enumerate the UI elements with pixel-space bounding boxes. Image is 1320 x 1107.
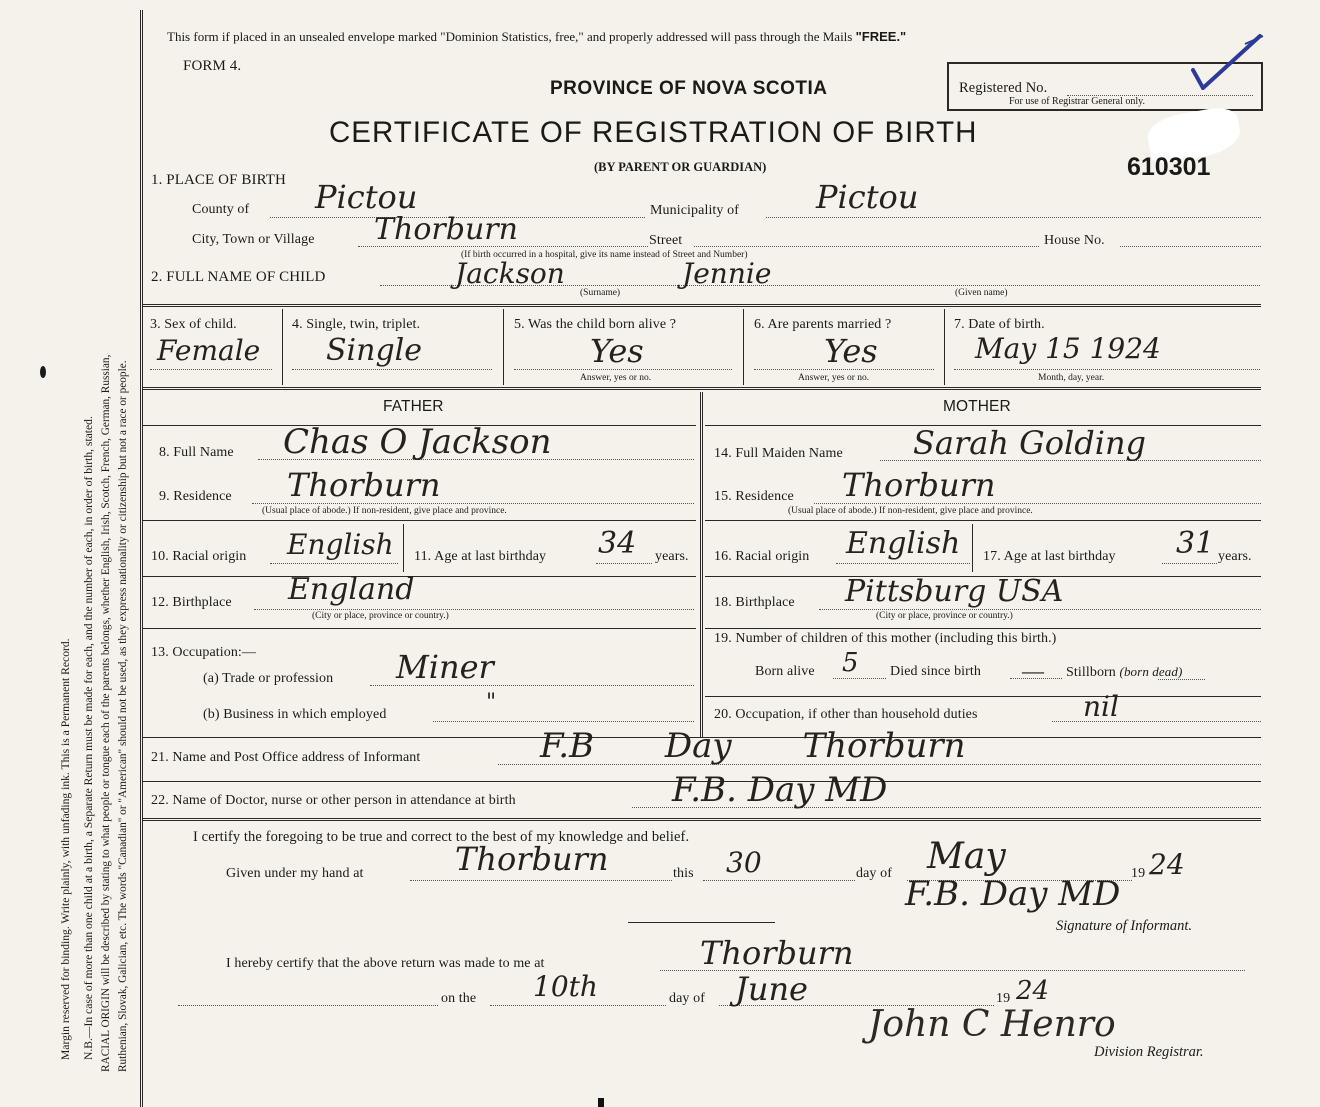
margin-notice-multiple-births: N.B.—In case of more than one child at a birth, a Separate Return must be made for each, and the number of each, in order of birth, stated. — [82, 416, 95, 1060]
certificate-subtitle: (BY PARENT OR GUARDIAN) — [594, 160, 767, 174]
father-business-label: (b) Business in which employed — [203, 707, 387, 722]
col-divider-4 — [503, 309, 504, 385]
municipality-label: Municipality of — [650, 203, 739, 218]
plurality-value: Single — [326, 333, 423, 368]
city-label: City, Town or Village — [192, 232, 315, 247]
married-value: Yes — [824, 332, 878, 370]
mother-rule-1 — [705, 520, 1261, 521]
given-day-value: 30 — [726, 846, 762, 879]
col-divider-3 — [282, 309, 283, 385]
return-year-prefix: 19 — [996, 991, 1011, 1006]
child-surname: Jackson — [455, 257, 565, 290]
given-year-value: 24 — [1149, 848, 1185, 881]
mother-birthplace-label: 18. Birthplace — [714, 595, 795, 610]
plurality-line — [292, 369, 492, 370]
given-name-caption: (Given name) — [955, 288, 1008, 298]
mother-age-divider — [972, 524, 973, 572]
mother-children-label: 19. Number of children of this mother (including this birth.) — [714, 631, 1057, 646]
born-alive-label: 5. Was the child born alive ? — [514, 317, 677, 332]
father-birthplace-value: England — [288, 572, 415, 607]
father-birthplace-line — [254, 609, 694, 610]
father-race-label: 10. Racial origin — [151, 549, 247, 564]
city-value: Thorburn — [374, 212, 518, 247]
ink-spot-mark — [40, 366, 46, 378]
place-of-birth-label: 1. PLACE OF BIRTH — [151, 172, 286, 188]
house-number-line — [1120, 246, 1261, 247]
birth-date-line — [954, 369, 1260, 370]
mother-race-line — [836, 563, 970, 564]
return-month-value: June — [735, 970, 808, 1008]
mother-rule-4 — [705, 696, 1261, 697]
given-month-value: May — [927, 836, 1006, 877]
registered-number-label: Registered No. — [959, 80, 1048, 96]
mail-notice: This form if placed in an unsealed envelope marked "Dominion Statistics, free," and properly addressed will pass through the Mails "FREE." — [167, 29, 907, 44]
father-business-value: " — [486, 690, 497, 715]
father-years-label: years. — [655, 549, 689, 564]
municipality-line — [766, 217, 1261, 218]
father-rule-2 — [143, 576, 696, 577]
mother-birthplace-value: Pittsburg USA — [845, 574, 1064, 609]
given-at-value: Thorburn — [455, 840, 609, 878]
born-alive-count-value: 5 — [842, 648, 859, 678]
street-label: Street — [649, 233, 683, 248]
mother-residence-label: 15. Residence — [714, 489, 794, 504]
informant-value: F.B Day Thorburn — [540, 726, 966, 766]
mother-residence-note: (Usual place of abode.) If non-resident, give place and province. — [788, 506, 1033, 516]
margin-notice-racial-origin-cont: Ruthenian, Slovak, Galician, etc. The words "Canadian" or "American" should not be used, as they express nationality or citizenship but not a race or people. — [117, 360, 129, 1072]
return-lead-line — [178, 1005, 438, 1006]
province-heading: PROVINCE OF NOVA SCOTIA — [550, 78, 828, 99]
return-place-value: Thorburn — [700, 934, 854, 972]
short-rule — [628, 922, 775, 923]
father-race-value: English — [287, 528, 394, 561]
street-line — [694, 246, 1039, 247]
divider-5 — [143, 818, 1261, 821]
father-business-line — [433, 721, 694, 722]
given-at-line — [410, 880, 672, 881]
mother-birthplace-note: (City or place, province or country.) — [876, 611, 1013, 621]
father-age-value: 34 — [598, 526, 637, 561]
on-the-label: on the — [441, 991, 477, 1006]
certify-statement: I certify the foregoing to be true and correct to the best of my knowledge and belief. — [193, 829, 690, 845]
surname-caption: (Surname) — [580, 288, 621, 298]
margin-notice-racial-origin: RACIAL ORIGIN will be described by stating to what people or tongue each of the parents belongs, whether English, Irish, Scotch, French, German, Russian, — [100, 354, 112, 1072]
given-year-prefix: 19 — [1131, 866, 1146, 881]
registrar-label: Division Registrar. — [1094, 1044, 1204, 1060]
child-given-name: Jennie — [682, 257, 772, 290]
day-of-label: day of — [856, 866, 892, 881]
married-note: Answer, yes or no. — [798, 373, 870, 383]
father-birthplace-note: (City or place, province or country.) — [312, 611, 449, 621]
mother-residence-value: Thorburn — [842, 466, 996, 504]
mother-age-value: 31 — [1176, 526, 1215, 561]
born-alive-value: Yes — [590, 332, 644, 370]
informant-signature: F.B. Day MD — [905, 874, 1121, 914]
plurality-label: 4. Single, twin, triplet. — [292, 317, 421, 332]
born-alive-note: Answer, yes or no. — [580, 373, 652, 383]
father-age-label: 11. Age at last birthday — [414, 549, 547, 564]
born-alive-line — [514, 369, 732, 370]
father-race-line — [270, 563, 398, 564]
mother-years-label: years. — [1218, 549, 1252, 564]
sex-line — [150, 369, 272, 370]
house-number-label: House No. — [1044, 233, 1105, 248]
registrar-signature: John C Henro — [868, 1004, 1116, 1045]
return-day-of-label: day of — [669, 991, 705, 1006]
father-age-line — [596, 563, 652, 564]
return-day-line — [490, 1005, 666, 1006]
married-line — [754, 369, 934, 370]
informant-signature-label: Signature of Informant. — [1056, 918, 1193, 934]
father-rule-3 — [143, 628, 696, 629]
born-alive-count-label: Born alive — [755, 664, 815, 679]
birth-date-value: May 15 1924 — [975, 332, 1161, 365]
father-occupation-label: 13. Occupation:— — [151, 645, 257, 660]
sex-label: 3. Sex of child. — [150, 317, 237, 332]
father-mother-divider — [700, 392, 703, 737]
certificate-title: CERTIFICATE OF REGISTRATION OF BIRTH — [329, 116, 978, 149]
stillborn-line — [1158, 679, 1205, 680]
doctor-label: 22. Name of Doctor, nurse or other person in attendance at birth — [151, 793, 516, 808]
form-number: FORM 4. — [183, 58, 242, 74]
mother-heading: MOTHER — [943, 398, 1011, 415]
bottom-tick-mark — [598, 1098, 604, 1107]
col-divider-5 — [743, 309, 744, 385]
this-label: this — [673, 866, 694, 881]
col-divider-6 — [944, 309, 945, 385]
died-since-birth-label: Died since birth — [890, 664, 982, 679]
mother-birthplace-line — [819, 609, 1261, 610]
divider-1 — [143, 304, 1261, 307]
registered-number-note: For use of Registrar General only. — [1009, 96, 1145, 107]
return-day-value: 10th — [533, 970, 598, 1003]
frame-left-border — [140, 10, 143, 1107]
father-trade-label: (a) Trade or profession — [203, 671, 334, 686]
mother-name-value: Sarah Golding — [913, 424, 1147, 462]
died-since-birth-value: — — [1022, 658, 1044, 683]
father-rule-1 — [143, 520, 696, 521]
birth-date-label: 7. Date of birth. — [954, 317, 1045, 332]
sex-value: Female — [157, 334, 261, 367]
father-age-divider — [403, 524, 404, 572]
mother-race-value: English — [846, 526, 961, 561]
mail-free: "FREE." — [855, 29, 907, 44]
mother-occupation-value: nil — [1083, 690, 1119, 723]
father-name-label: 8. Full Name — [159, 445, 234, 460]
father-birthplace-label: 12. Birthplace — [151, 595, 232, 610]
doctor-value: F.B. Day MD — [672, 770, 888, 810]
child-name-label: 2. FULL NAME OF CHILD — [151, 269, 326, 285]
margin-notice-binding: Margin reserved for binding. Write plainly, with unfading ink. This is a Permanent Record. — [59, 638, 72, 1060]
county-label: County of — [192, 202, 250, 217]
mother-age-label: 17. Age at last birthday — [983, 549, 1116, 564]
given-day-line — [703, 880, 855, 881]
return-made-label: I hereby certify that the above return was made to me at — [226, 956, 545, 971]
father-residence-value: Thorburn — [287, 466, 441, 504]
mother-name-label: 14. Full Maiden Name — [714, 446, 843, 461]
father-residence-label: 9. Residence — [159, 489, 232, 504]
return-year-value: 24 — [1016, 976, 1050, 1006]
father-heading: FATHER — [383, 398, 444, 415]
municipality-value: Pictou — [816, 178, 919, 216]
stillborn-note: (born dead) — [1119, 664, 1183, 679]
blue-check-mark-icon — [1185, 30, 1265, 90]
born-alive-count-line — [833, 678, 886, 679]
mother-race-label: 16. Racial origin — [714, 549, 810, 564]
stillborn-label: Stillborn (born dead) — [1066, 664, 1183, 680]
given-at-label: Given under my hand at — [226, 866, 364, 881]
mother-age-line — [1162, 563, 1217, 564]
mother-rule-3 — [705, 628, 1261, 629]
father-name-value: Chas O Jackson — [283, 422, 552, 462]
married-label: 6. Are parents married ? — [754, 317, 892, 332]
mother-occupation-label: 20. Occupation, if other than household duties — [714, 707, 978, 722]
father-trade-value: Miner — [396, 648, 494, 686]
divider-2 — [143, 387, 1261, 390]
informant-label: 21. Name and Post Office address of Informant — [151, 750, 421, 765]
county-value: Pictou — [315, 178, 418, 216]
birth-date-note: Month, day, year. — [1038, 373, 1105, 383]
certificate-number: 610301 — [1127, 153, 1211, 181]
father-residence-note: (Usual place of abode.) If non-resident, give place and province. — [262, 506, 507, 516]
hospital-note: (If birth occurred in a hospital, give its name instead of Street and Number) — [461, 250, 748, 260]
